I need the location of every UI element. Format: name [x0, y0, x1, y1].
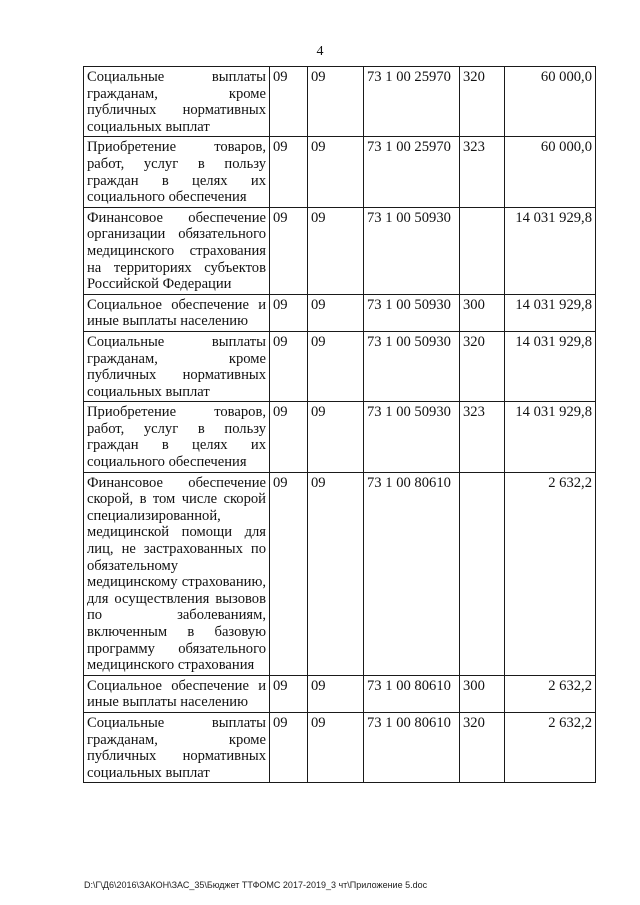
row-subsection: 09: [308, 675, 364, 712]
row-name: Социальные выплаты гражданам, кроме публичных нормативных социальных выплат: [84, 712, 270, 782]
row-target-item: 73 1 00 50930: [364, 207, 460, 294]
row-subsection: 09: [308, 67, 364, 137]
row-subsection: 09: [308, 137, 364, 207]
row-amount: 60 000,0: [505, 67, 596, 137]
row-target-item: 73 1 00 50930: [364, 331, 460, 401]
row-subsection: 09: [308, 472, 364, 675]
row-amount: 2 632,2: [505, 712, 596, 782]
row-expense-type: 320: [460, 67, 505, 137]
table-row: [84, 675, 596, 712]
row-amount: 2 632,2: [505, 675, 596, 712]
row-name: Финансовое обеспечение организации обязательного медицинского страхования на территориях субъектов Российской Федерации: [84, 207, 270, 294]
row-amount: 14 031 929,8: [505, 207, 596, 294]
row-name: Финансовое обеспечение скорой, в том числе скорой специализированной, медицинской помощи для лиц, не застрахованных по обязательному медицинскому страхованию, для осуществления вызовов по заболеваниям, включенным в базовую программу обязательного медицинского страхования: [84, 472, 270, 675]
row-subsection: 09: [308, 331, 364, 401]
row-expense-type: 320: [460, 331, 505, 401]
row-section: 09: [270, 331, 308, 401]
row-subsection: 09: [308, 402, 364, 472]
file-path-footer: D:\Г\Д6\2016\ЗАКОН\ЗАС_35\Бюджет ТТФОМС 2017-2019_3 чт\Приложение 5.doc: [84, 880, 428, 890]
table-row: [84, 472, 596, 675]
row-name: Социальные выплаты гражданам, кроме публичных нормативных социальных выплат: [84, 67, 270, 137]
row-expense-type: 300: [460, 675, 505, 712]
row-amount: 14 031 929,8: [505, 331, 596, 401]
row-name: Приобретение товаров, работ, услуг в пользу граждан в целях их социального обеспечения: [84, 402, 270, 472]
row-amount: 60 000,0: [505, 137, 596, 207]
row-expense-type: 320: [460, 712, 505, 782]
row-subsection: 09: [308, 712, 364, 782]
row-target-item: 73 1 00 80610: [364, 675, 460, 712]
table-row: [84, 402, 596, 472]
row-expense-type: 323: [460, 402, 505, 472]
row-name: Приобретение товаров, работ, услуг в пользу граждан в целях их социального обеспечения: [84, 137, 270, 207]
page-number: 4: [316, 44, 324, 59]
row-amount: 14 031 929,8: [505, 402, 596, 472]
row-section: 09: [270, 675, 308, 712]
table-row: [84, 207, 596, 294]
row-section: 09: [270, 137, 308, 207]
table-row: [84, 294, 596, 331]
row-section: 09: [270, 472, 308, 675]
row-amount: 14 031 929,8: [505, 294, 596, 331]
row-section: 09: [270, 712, 308, 782]
row-expense-type: 323: [460, 137, 505, 207]
row-target-item: 73 1 00 50930: [364, 294, 460, 331]
row-amount: 2 632,2: [505, 472, 596, 675]
table-row: [84, 67, 596, 137]
row-name: Социальное обеспечение и иные выплаты населению: [84, 294, 270, 331]
row-target-item: 73 1 00 50930: [364, 402, 460, 472]
row-section: 09: [270, 294, 308, 331]
row-subsection: 09: [308, 207, 364, 294]
row-target-item: 73 1 00 25970: [364, 137, 460, 207]
table-row: [84, 331, 596, 401]
row-section: 09: [270, 67, 308, 137]
row-target-item: 73 1 00 25970: [364, 67, 460, 137]
row-name: Социальные выплаты гражданам, кроме публичных нормативных социальных выплат: [84, 331, 270, 401]
row-expense-type: [460, 472, 505, 675]
row-target-item: 73 1 00 80610: [364, 712, 460, 782]
table-row: [84, 137, 596, 207]
row-expense-type: [460, 207, 505, 294]
table-row: [84, 712, 596, 782]
row-target-item: 73 1 00 80610: [364, 472, 460, 675]
row-section: 09: [270, 402, 308, 472]
row-name: Социальное обеспечение и иные выплаты населению: [84, 675, 270, 712]
row-section: 09: [270, 207, 308, 294]
row-expense-type: 300: [460, 294, 505, 331]
row-subsection: 09: [308, 294, 364, 331]
budget-table: [83, 66, 596, 783]
